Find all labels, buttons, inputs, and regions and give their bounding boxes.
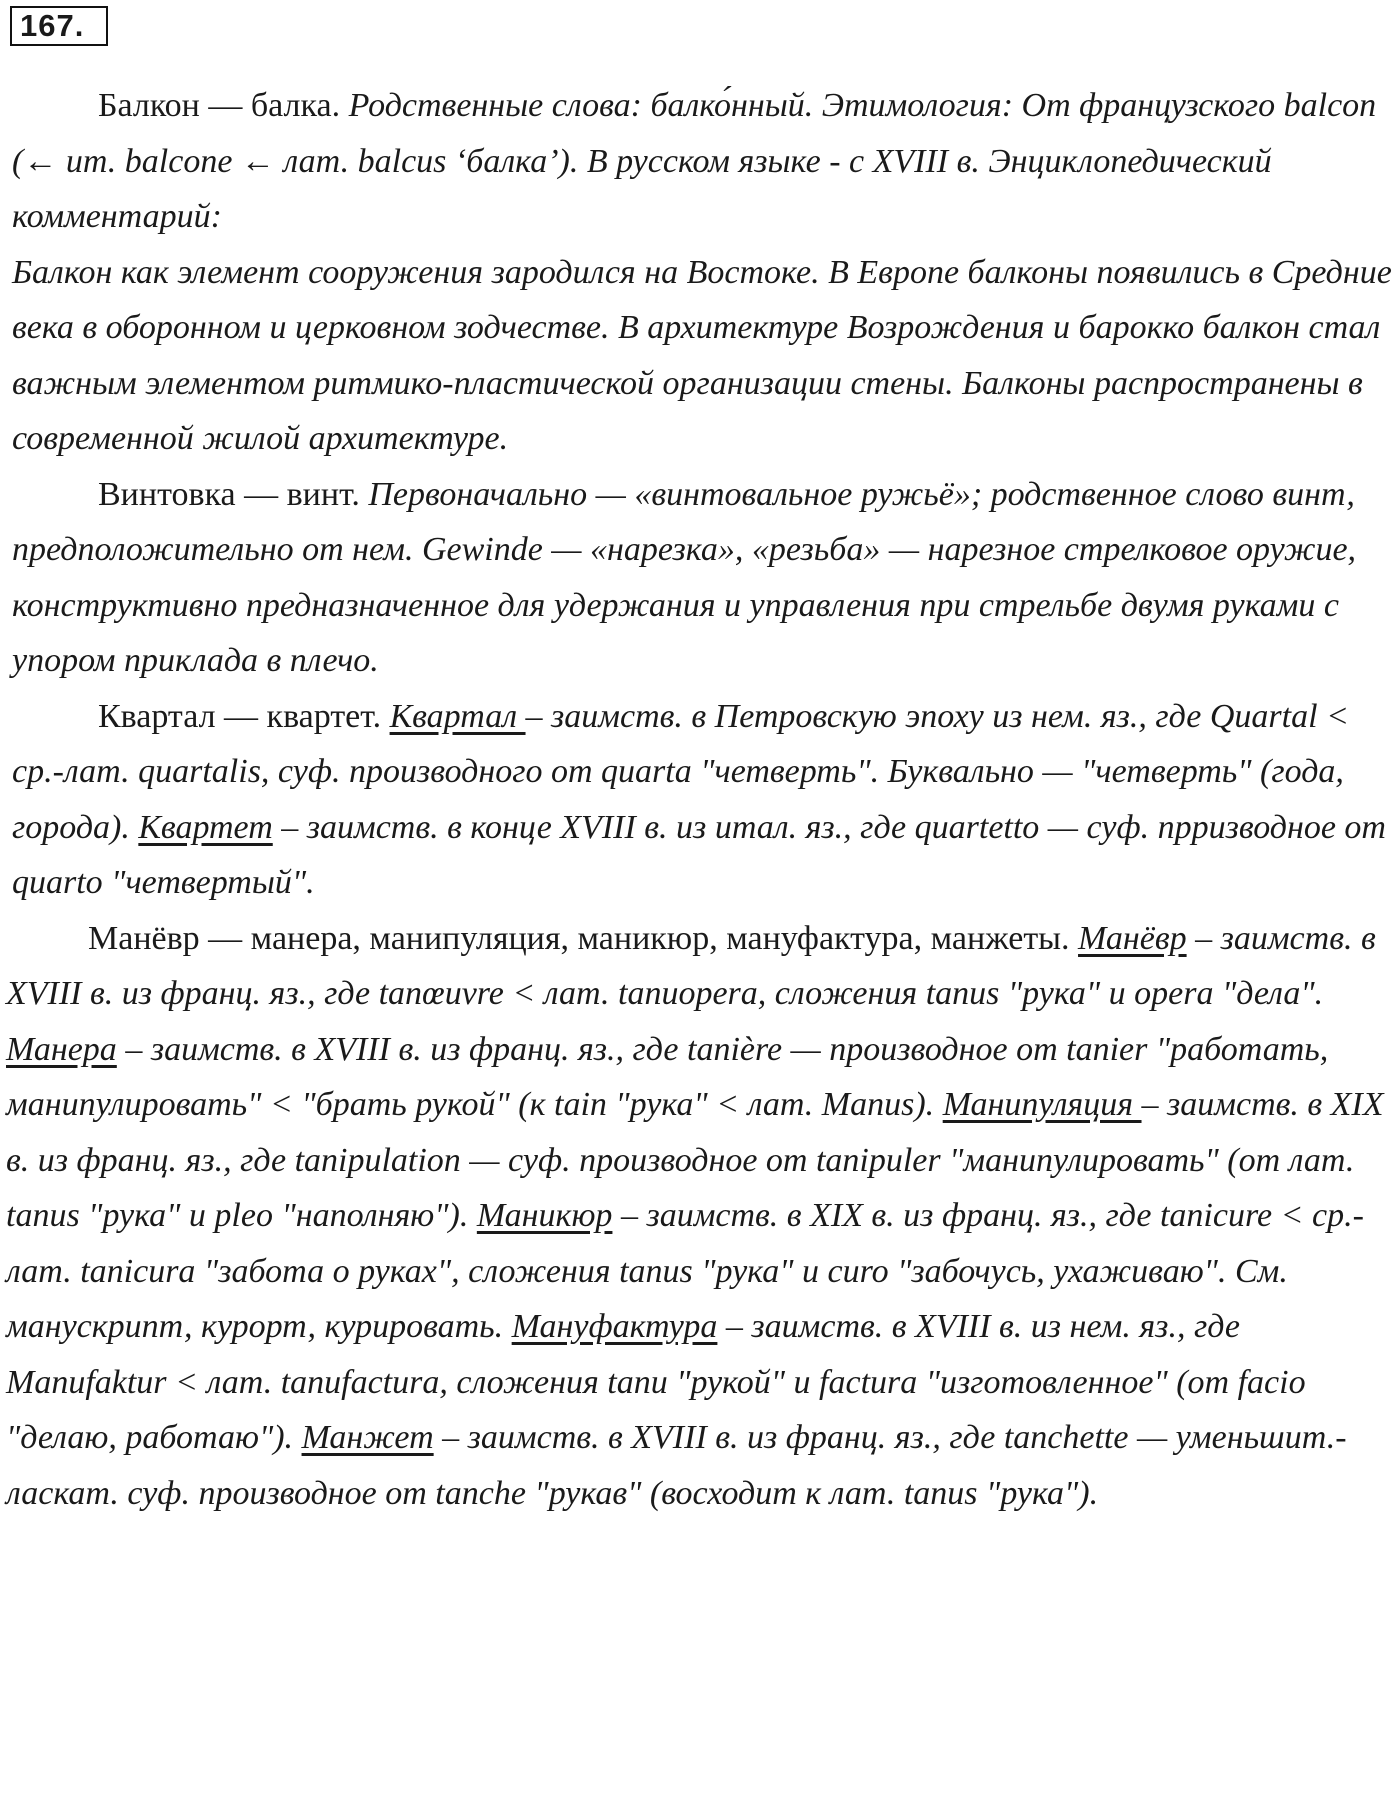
paragraph-kvartal: [12, 689, 1397, 911]
etymology-text: – заимств. в XVIII в. из нем. яз., где Manufaktur < лат. tanufactura, сложения tanu "рукой" и factura "изготовленное" (от facio "делаю, работаю").: [6, 1308, 1306, 1456]
etymology-text: Родственные слова: балко́нный. Этимология: От французского balcon (← ит. balcone ← лат. balcus ‘балка’). В русском языке - с XVIII в. Энциклопедический комментарий:: [12, 87, 1377, 235]
encyclopedic-text: Балкон как элемент сооружения зародился на Востоке. В Европе балконы появились в Средние века в оборонном и церковном зодчестве. В архитектуре Возрождения и барокко балкон стал важным элементом ритмико-пластической организации стены. Балконы распространены в современной жилой архитектуре.: [12, 253, 1392, 457]
word-pair-heading: Винтовка — винт.: [98, 475, 360, 513]
etymology-text: – заимств. в XVIII в. из франц. яз., где tanière — производное от tanier "работать, манипулировать" < "брать рукой" (к tain "рука" < лат. Manus).: [6, 1030, 1329, 1123]
etymology-text: – заимств. в XIX в. из франц. яз., где tanipulation — суф. производное от tanipuler "манипулировать" (от лат. tanus "рука" и pleo "наполняю").: [6, 1086, 1384, 1234]
paragraph-vintovka: [12, 467, 1397, 689]
word-pair-heading: Квартал — квартет.: [98, 697, 382, 735]
etymology-text: – заимств. в XVIII в. из франц. яз., где tanchette — уменьшит.-ласкат. суф. производное от tanche "рукав" (восходит к лат. tanus "рука").: [6, 1419, 1347, 1512]
underlined-term: Манёвр: [1078, 919, 1187, 957]
etymology-text: Первоначально — «винтовальное ружьё»; родственное слово винт, предположительно от нем. Gewinde — «нарезка», «резьба» — нарезное стрелковое оружие, конструктивно предназначенное для удержания и управления при стрельбе двумя руками с упором приклада в плечо.: [12, 475, 1357, 679]
underlined-term: Маникюр: [476, 1197, 613, 1234]
etymology-text: – заимств. в XIX в. из франц. яз., где tanicure < ср.-лат. tanicura "забота о руках", сложения tanus "рука" и curo "забочусь, ухаживаю". См. манускрипт, курорт, курировать.: [6, 1197, 1364, 1345]
underlined-term: Манипуляция: [942, 1086, 1142, 1123]
word-pair-heading: Балкон — балка.: [98, 87, 341, 124]
word-pair-heading: Манёвр — манера, манипуляция, маникюр, мануфактура, манжеты.: [88, 919, 1070, 957]
underlined-term: Манера: [6, 1030, 117, 1068]
underlined-term: Мануфактура: [511, 1308, 718, 1345]
etymology-text: – заимств. в Петровскую эпоху из нем. яз., где Quartal < ср.-лат. quartalis, суф. производного от quarta "четверть". Буквально — "четверть" (года, города).: [12, 697, 1350, 846]
underlined-term: Квартет: [138, 808, 273, 846]
answer-text: [6, 78, 1397, 1521]
underlined-term: Манжет: [301, 1419, 434, 1456]
etymology-text: – заимств. в конце XVIII в. из итал. яз., где quartetto — суф. прризводное от quarto "четвертый".: [12, 808, 1386, 901]
underlined-term: Квартал: [389, 697, 526, 735]
paragraph-balcon-comment: [12, 245, 1397, 467]
paragraph-balcon: [12, 78, 1397, 245]
paragraph-manevr: [6, 911, 1397, 1522]
etymology-text: – заимств. в XVIII в. из франц. яз., где tanœuvre < лат. tanuopera, сложения tanus "рука" и opera "дела".: [6, 919, 1376, 1012]
task-number-box: 167.: [10, 6, 108, 46]
